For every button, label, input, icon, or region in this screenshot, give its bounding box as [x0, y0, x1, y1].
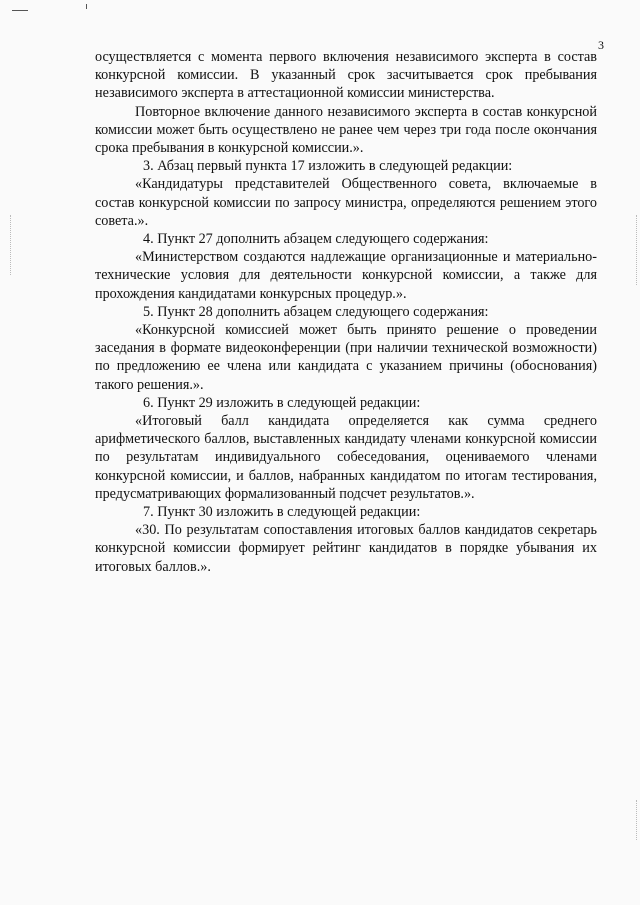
document-body	[95, 48, 597, 576]
paragraph: «Кандидатуры представителей Общественного совета, включаемые в состав конкурсной комиссии по запросу министра, определяются решением этого совета.».	[95, 176, 597, 229]
paragraph: осуществляется с момента первого включения независимого эксперта в состав конкурсной комиссии. В указанный срок засчитывается срок пребывания независимого эксперта в аттестационной комиссии министерства.	[95, 49, 597, 102]
paragraph: «Конкурсной комиссией может быть принято решение о проведении заседания в формате видеоконференции (при наличии технической возможности) по предложению ее члена или кандидата с указанием причины (обоснования) такого решения.».	[95, 322, 597, 393]
scan-mark	[12, 10, 28, 11]
scan-edge-artifact	[10, 215, 12, 275]
paragraph: «30. По результатам сопоставления итоговых баллов кандидатов секретарь конкурсной комиссии формирует рейтинг кандидатов в порядке убывания их итоговых баллов.».	[95, 522, 597, 575]
paragraph: «Итоговый балл кандидата определяется как сумма среднего арифметического баллов, выставленных кандидату членами конкурсной комиссии по результатам индивидуального собеседования, оцениваемого членами конкурсной комиссии, и баллов, набранных кандидатом по итогам тестирования, предусматривающих формализованный подсчет результатов.».	[95, 413, 597, 502]
paragraph: 7. Пункт 30 изложить в следующей редакции:	[143, 504, 421, 521]
paragraph: 6. Пункт 29 изложить в следующей редакции:	[143, 394, 421, 411]
scan-mark	[86, 4, 87, 9]
scan-edge-artifact	[636, 800, 638, 840]
paragraph: 3. Абзац первый пункта 17 изложить в следующей редакции:	[143, 158, 513, 175]
paragraph: Повторное включение данного независимого эксперта в состав конкурсной комиссии может быть осуществлено не ранее чем через три года после окончания срока пребывания в конкурсной комиссии.».	[95, 103, 597, 157]
paragraph: «Министерством создаются надлежащие организационные и материально-технические условия для деятельности конкурсной комиссии, а также для прохождения кандидатами конкурсных процедур.».	[95, 249, 597, 302]
paragraph: 4. Пункт 27 дополнить абзацем следующего содержания:	[143, 231, 489, 248]
page-number: 3	[598, 38, 604, 52]
scan-edge-artifact	[636, 215, 638, 285]
paragraph: 5. Пункт 28 дополнить абзацем следующего содержания:	[143, 303, 489, 320]
